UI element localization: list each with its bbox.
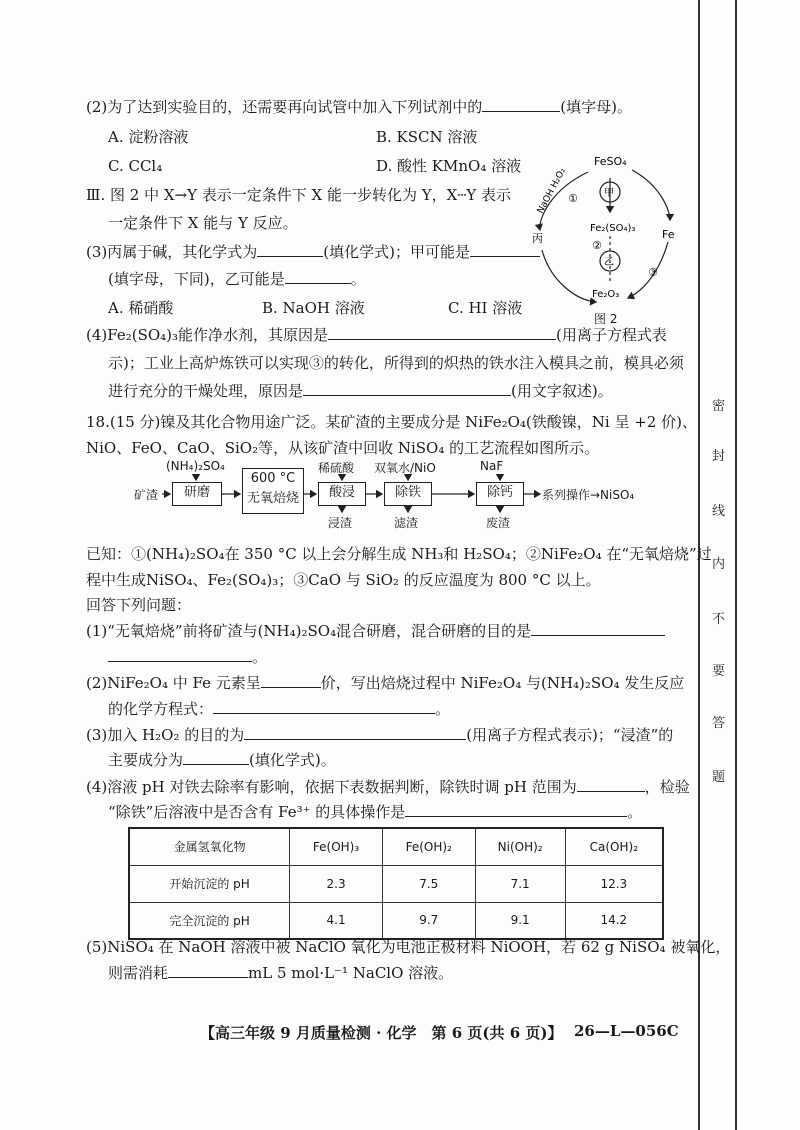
- margin-rule-inner: [698, 0, 700, 1130]
- answer-blank[interactable]: [261, 672, 321, 688]
- answer-blank[interactable]: [285, 268, 351, 284]
- q2-option-c: C. CCl₄: [108, 157, 163, 175]
- s3-line1: (3)加入 H₂O₂ 的目的为 (用离子方程式表示)；“浸渣”的: [86, 726, 674, 744]
- table-row: [129, 902, 663, 939]
- table-cell: 开始沉淀的 pH: [129, 865, 290, 902]
- answer-blank[interactable]: [244, 724, 466, 740]
- margin-rule-outer: [735, 0, 737, 1130]
- q18-line1: 18.(15 分)镍及其化合物用途广泛。某矿渣的主要成分是 NiFe₂O₄(铁酸镍，Ni 呈 +2 价)、: [86, 413, 697, 431]
- answer-blank[interactable]: [257, 241, 323, 257]
- label-bing: 丙: [532, 232, 543, 245]
- seal-char: 不: [712, 612, 726, 627]
- answer-blank[interactable]: [213, 698, 435, 714]
- s2-line2: 的化学方程式： 。: [108, 700, 451, 718]
- ph-table: [128, 827, 664, 940]
- q3-option-c: C. HI 溶液: [448, 299, 523, 317]
- q2-option-b: B. KSCN 溶液: [376, 128, 478, 146]
- q3-option-a: A. 稀硝酸: [108, 299, 174, 317]
- q2-option-d: D. 酸性 KMnO₄ 溶液: [376, 157, 522, 175]
- marker-1: ①: [568, 192, 578, 205]
- s5-line2: 则需消耗 mL 5 mol·L⁻¹ NaClO 溶液。: [108, 964, 454, 982]
- label-jia: 甲: [604, 188, 614, 199]
- label-fe2so43: Fe₂(SO₄)₃: [590, 223, 636, 234]
- waste-slag: 废渣: [486, 516, 511, 530]
- end-label: 系列操作→NiSO₄: [542, 488, 635, 502]
- known-line1: 已知：①(NH₄)₂SO₄在 350 °C 以上会分解生成 NH₃和 H₂SO₄；②NiFe₂O₄ 在“无氧焙烧”过: [86, 545, 712, 563]
- seal-char: 密: [712, 399, 726, 414]
- waste-leach-residue: 浸渣: [328, 516, 353, 530]
- q4-line1: (4)Fe₂(SO₄)₃能作净水剂，其原因是 (用离子方程式表: [86, 326, 667, 344]
- part3-line2: 一定条件下 X 能与 Y 反应。: [108, 214, 298, 232]
- q3-line2: (填字母，下同)，乙可能是 。: [108, 270, 366, 288]
- start-label: 矿渣: [134, 488, 159, 502]
- q2-option-a: A. 淀粉溶液: [108, 128, 189, 146]
- label-fe2o3: Fe₂O₃: [592, 289, 620, 300]
- seal-char: 内: [712, 557, 726, 572]
- answer-prompt: 回答下列问题：: [86, 596, 192, 614]
- label-fe: Fe: [662, 228, 675, 241]
- s3-line2: 主要成分为 (填化学式)。: [108, 751, 336, 769]
- s1-line2: 。: [108, 646, 267, 668]
- table-header: Ni(OH)₂: [475, 828, 565, 865]
- q4-line2: 示)；工业上高炉炼铁可以实现③的转化，所得到的炽热的铁水注入模具之前，模具必须: [108, 354, 684, 372]
- table-header: Fe(OH)₂: [382, 828, 475, 865]
- table-cell: 7.1: [475, 865, 565, 902]
- seal-char: 要: [712, 664, 726, 679]
- answer-blank[interactable]: [183, 749, 249, 765]
- footer-code: 26—L—056C: [574, 1022, 679, 1040]
- table-header: Ca(OH)₂: [565, 828, 663, 865]
- box-grinding: 研磨: [172, 482, 222, 506]
- table-cell: 完全沉淀的 pH: [129, 902, 290, 939]
- table-cell: 7.5: [382, 865, 475, 902]
- seal-char: 答: [712, 716, 726, 731]
- answer-blank[interactable]: [328, 324, 556, 340]
- box-iron-removal: 除铁: [384, 482, 432, 506]
- box-acid-leach: 酸浸: [318, 482, 366, 506]
- answer-blank[interactable]: [303, 380, 511, 396]
- table-header: 金属氢氧化物: [129, 828, 290, 865]
- s4-line2: “除铁”后溶液中是否含有 Fe³⁺ 的具体操作是 。: [108, 803, 643, 821]
- flow-arrows: [0, 450, 800, 530]
- table-cell: 12.3: [565, 865, 663, 902]
- s4-line1: (4)溶液 pH 对铁去除率有影响，依据下表数据判断，除铁时调 pH 范围为 ，检验: [86, 778, 690, 796]
- answer-blank[interactable]: [531, 620, 665, 636]
- table-header-row: [129, 828, 663, 865]
- answer-blank[interactable]: [108, 646, 252, 662]
- reagent-h2o2-nio: 双氧水/NiO: [374, 461, 436, 475]
- q18-line2: NiO、FeO、CaO、SiO₂等，从该矿渣中回收 NiSO₄ 的工艺流程如图所示。: [86, 439, 600, 457]
- reagent-naf: NaF: [480, 459, 504, 473]
- table-cell: 9.1: [475, 902, 565, 939]
- table-cell: 4.1: [290, 902, 383, 939]
- label-feso4: FeSO₄: [594, 155, 627, 168]
- table-row: [129, 865, 663, 902]
- q3-line1: (3)丙属于碱，其化学式为 (填化学式)；甲可能是: [86, 241, 540, 263]
- figure-2: [520, 150, 690, 320]
- reagent-nh4so4: (NH₄)₂SO₄: [166, 459, 225, 473]
- roasting-name: 无氧焙烧: [246, 491, 299, 506]
- table-cell: 9.7: [382, 902, 475, 939]
- s5-line1: (5)NiSO₄ 在 NaOH 溶液中被 NaClO 氧化为电池正极材料 NiOOH，若 62 g NiSO₄ 被氧化，: [86, 938, 731, 956]
- table-header: Fe(OH)₃: [290, 828, 383, 865]
- seal-char: 线: [712, 504, 726, 519]
- table-cell: 2.3: [290, 865, 383, 902]
- answer-blank[interactable]: [168, 962, 248, 978]
- label-naoh-h2o2: NaOH H₂O₂: [535, 166, 569, 216]
- box-calcium-removal: 除钙: [476, 482, 524, 506]
- seal-char: 封: [712, 449, 726, 464]
- q2-stem: (2)为了达到实验目的，还需要再向试管中加入下列试剂中的 (填字母)。: [86, 98, 632, 116]
- marker-2: ②: [592, 239, 602, 252]
- s2-line1: (2)NiFe₂O₄ 中 Fe 元素呈 价，写出焙烧过程中 NiFe₂O₄ 与(NH₄)₂SO₄ 发生反应: [86, 674, 685, 692]
- part3-line1: Ⅲ. 图 2 中 X→Y 表示一定条件下 X 能一步转化为 Y，X┄Y 表示: [86, 186, 512, 204]
- answer-blank[interactable]: [405, 801, 627, 817]
- table-cell: 14.2: [565, 902, 663, 939]
- waste-filter-residue: 滤渣: [394, 516, 419, 530]
- known-line2: 程中生成NiSO₄、Fe₂(SO₄)₃；③CaO 与 SiO₂ 的反应温度为 800 °C 以上。: [86, 571, 601, 589]
- answer-blank[interactable]: [577, 776, 645, 792]
- footer-title: 【高三年级 9 月质量检测 · 化学 第 6 页(共 6 页)】: [200, 1024, 563, 1042]
- q4-line3: 进行充分的干燥处理，原因是 (用文字叙述)。: [108, 382, 613, 400]
- reagent-h2so4: 稀硫酸: [318, 461, 355, 475]
- marker-3: ③: [648, 266, 658, 279]
- seal-char: 题: [712, 770, 726, 785]
- label-yi: 乙: [604, 257, 614, 268]
- roasting-temp: 600 °C: [250, 471, 296, 486]
- figure-2-caption: 图 2: [594, 312, 618, 326]
- s1-line1: (1)“无氧焙烧”前将矿渣与(NH₄)₂SO₄混合研磨，混合研磨的目的是: [86, 620, 665, 642]
- q3-option-b: B. NaOH 溶液: [262, 299, 365, 317]
- answer-blank[interactable]: [482, 96, 560, 112]
